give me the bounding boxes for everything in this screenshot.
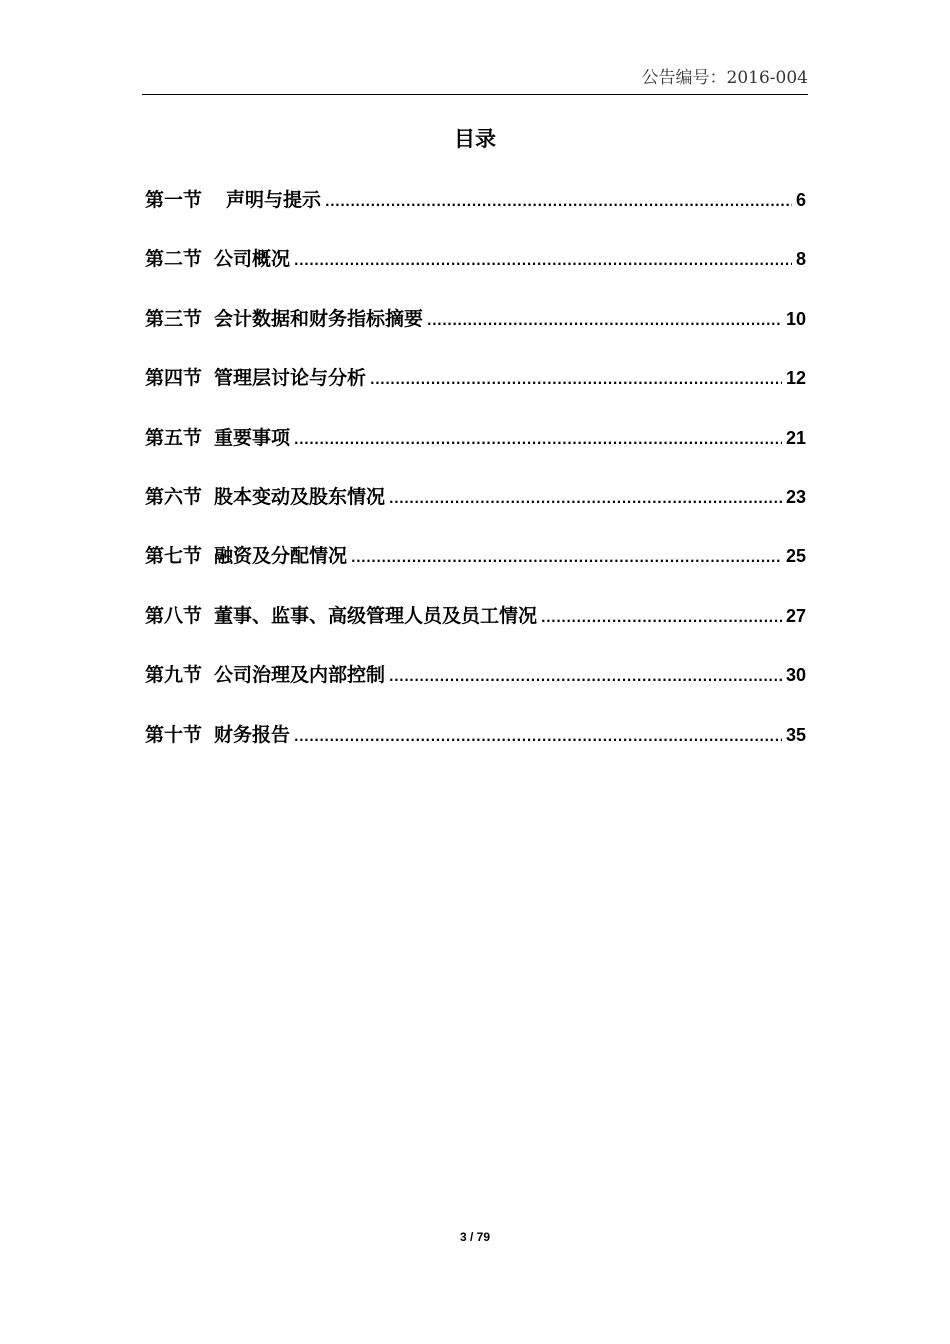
toc-dot-leader [325, 185, 792, 219]
toc-page-number: 35 [785, 724, 806, 745]
toc-heading: 财务报告 [214, 723, 291, 746]
toc-section-number: 第八节 [145, 604, 203, 627]
toc-title: 目录 [454, 127, 496, 151]
page-indicator: 3 / 79 [459, 1230, 491, 1244]
toc-entry-4[interactable] [145, 361, 806, 420]
toc-page-number: 12 [785, 368, 806, 389]
toc-page-number: 30 [785, 665, 806, 686]
table-of-contents [145, 183, 806, 777]
toc-section-number: 第五节 [145, 426, 203, 449]
toc-dot-leader [294, 423, 782, 457]
toc-entry-6[interactable] [145, 480, 806, 539]
toc-entry-2[interactable] [145, 242, 806, 301]
toc-section-number: 第六节 [145, 485, 203, 508]
header-divider [142, 94, 808, 95]
toc-dot-leader [370, 363, 782, 397]
toc-dot-leader [389, 660, 782, 694]
toc-section-number: 第二节 [145, 248, 203, 271]
toc-dot-leader [294, 244, 792, 278]
toc-heading: 声明与提示 [226, 189, 322, 211]
toc-heading: 融资及分配情况 [214, 545, 348, 568]
toc-heading: 股本变动及股东情况 [214, 485, 386, 508]
toc-entry-3[interactable] [145, 302, 806, 361]
toc-heading: 管理层讨论与分析 [214, 367, 367, 390]
toc-page-number: 10 [785, 308, 806, 329]
toc-heading: 重要事项 [214, 426, 291, 449]
toc-page-number: 25 [785, 546, 806, 567]
toc-dot-leader [541, 601, 782, 635]
toc-dot-leader [389, 482, 782, 516]
toc-page-number: 23 [785, 486, 806, 507]
toc-dot-leader [294, 720, 782, 754]
toc-page-number: 27 [785, 605, 806, 626]
toc-dot-leader [427, 304, 782, 338]
toc-page-number: 8 [795, 249, 806, 270]
toc-heading: 董事、监事、高级管理人员及员工情况 [214, 604, 538, 627]
toc-section-number: 第四节 [145, 367, 203, 390]
toc-heading: 公司治理及内部控制 [214, 664, 386, 687]
toc-section-number: 第三节 [145, 307, 203, 330]
toc-entry-8[interactable] [145, 599, 806, 658]
toc-page-number: 21 [785, 427, 806, 448]
toc-heading: 公司概况 [214, 248, 291, 271]
toc-heading: 会计数据和财务指标摘要 [214, 307, 424, 330]
announcement-number: 公告编号：2016-004 [641, 68, 808, 88]
toc-entry-10[interactable] [145, 718, 806, 777]
toc-entry-7[interactable] [145, 539, 806, 598]
toc-page-number: 6 [795, 190, 806, 210]
toc-section-number: 第十节 [145, 723, 203, 746]
toc-section-number: 第七节 [145, 545, 203, 568]
toc-entry-9[interactable] [145, 658, 806, 717]
toc-dot-leader [351, 541, 782, 575]
toc-entry-5[interactable] [145, 421, 806, 480]
toc-entry-1[interactable] [145, 183, 806, 242]
toc-section-number: 第一节 [145, 189, 203, 211]
toc-section-number: 第九节 [145, 664, 203, 687]
